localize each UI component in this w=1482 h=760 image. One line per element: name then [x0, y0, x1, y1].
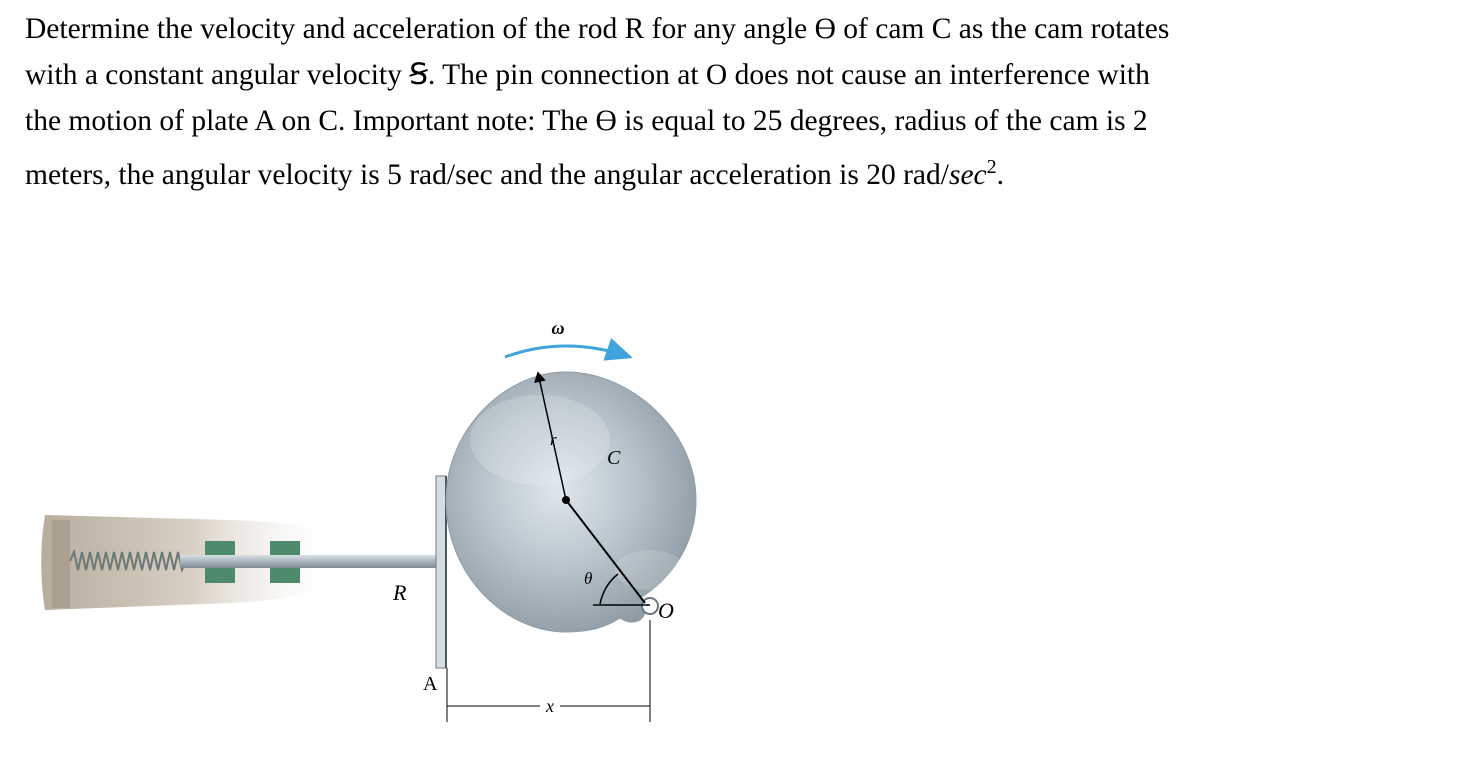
rod-R — [180, 555, 438, 568]
unit-sec: sec — [948, 158, 987, 191]
pin-O — [642, 598, 658, 614]
label-omega: ω — [551, 318, 565, 338]
unit-exponent: 2 — [986, 156, 997, 178]
label-O: O — [658, 598, 674, 623]
label-C: C — [607, 447, 621, 469]
problem-line-3: the motion of plate A on C. Important note: The ϴ is equal to 25 degrees, radius of the cam is 2 — [25, 105, 1148, 137]
label-theta: θ — [584, 569, 593, 588]
omega-arrow — [505, 346, 630, 357]
plate-A — [436, 476, 446, 668]
cam-C — [446, 372, 696, 632]
period: . — [996, 158, 1005, 191]
label-A: A — [423, 673, 438, 695]
label-x: x — [546, 696, 554, 716]
label-R: R — [393, 580, 407, 605]
problem-line-4-text: meters, the angular velocity is 5 rad/sec and the angular acceleration is 20 rad/ — [25, 158, 949, 191]
problem-line-1: Determine the velocity and acceleration of the rod R for any angle ϴ of cam C as the cam rotates — [25, 13, 1170, 45]
problem-line-2: with a constant angular velocity Ꞩ. The pin connection at O does not cause an interference with — [25, 59, 1150, 91]
label-r: r — [550, 430, 557, 449]
